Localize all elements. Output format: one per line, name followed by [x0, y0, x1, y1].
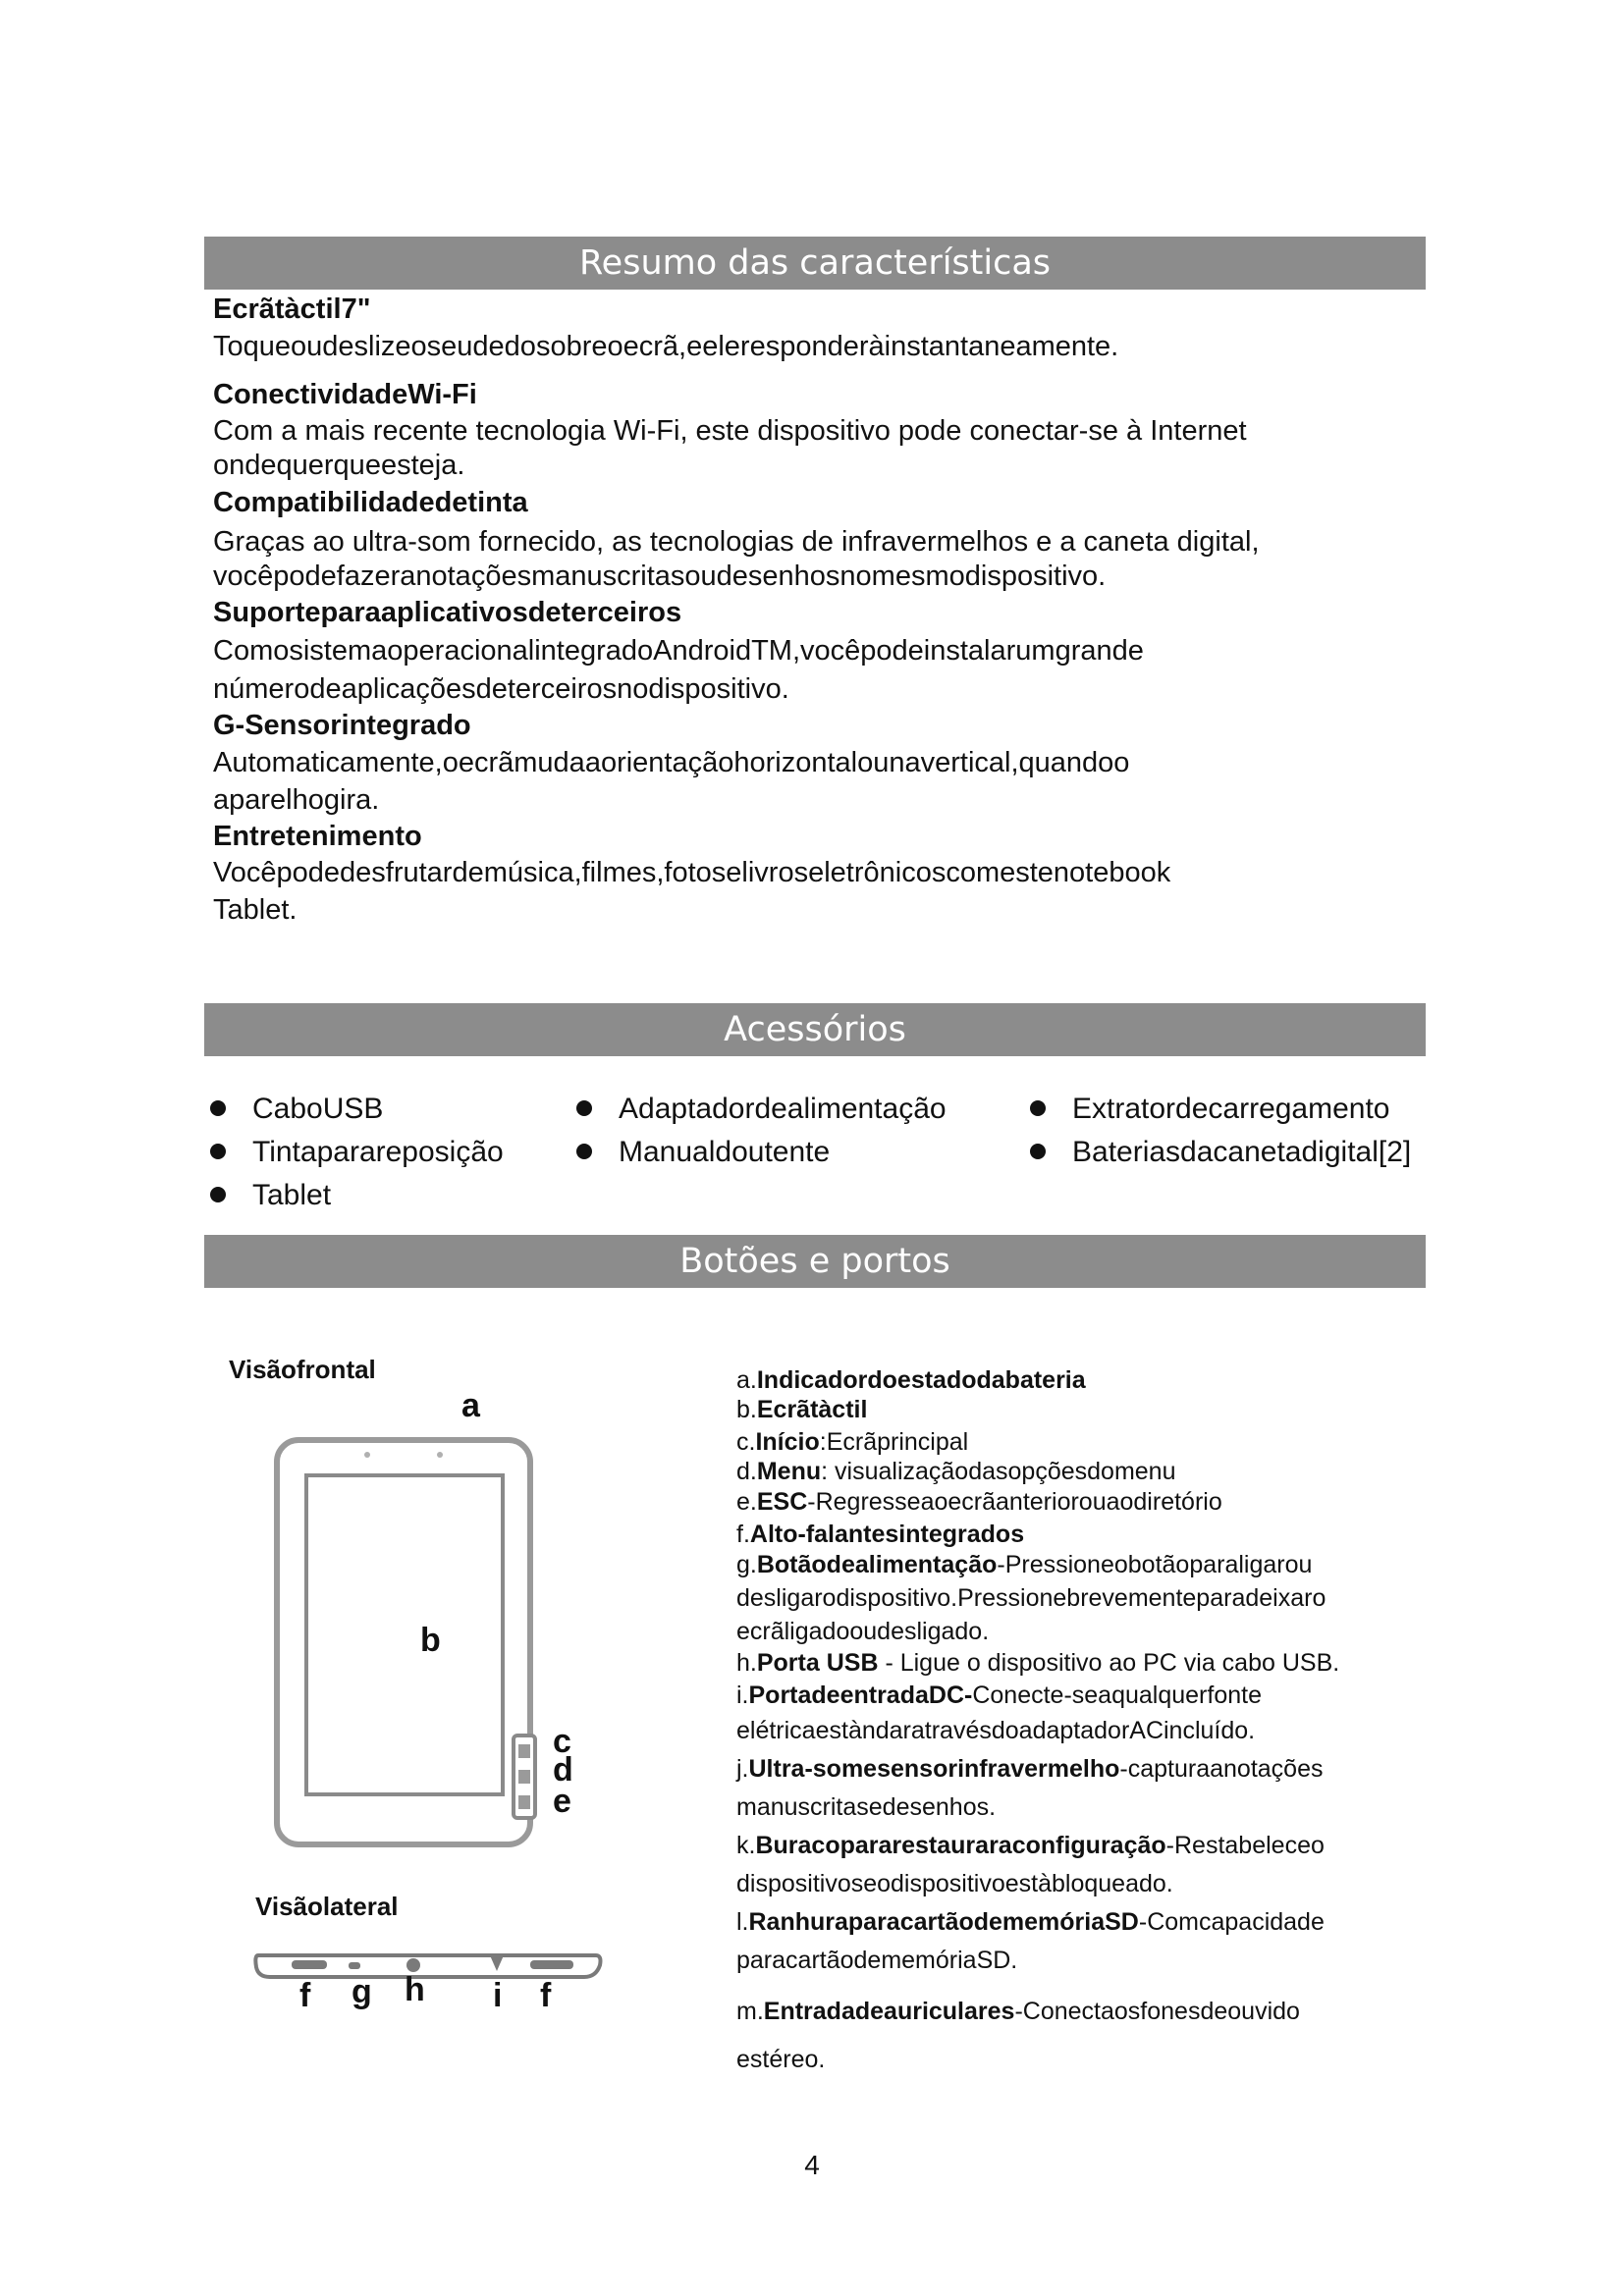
esc-button — [518, 1795, 530, 1809]
description-line: i.PortadeentradaDC-Conecte-seaqualquerfonte — [736, 1682, 1262, 1709]
bullet-icon — [1030, 1100, 1046, 1116]
description-line: j.Ultra-somesensorinfravermelho-capturaanotações — [736, 1755, 1324, 1783]
description-line: h.Porta USB - Ligue o dispositivo ao PC via cabo USB. — [736, 1649, 1340, 1677]
feature-title-touchscreen: Ecrãtàctil7" — [213, 294, 371, 325]
feature-text-gsensor-1: Automaticamente,oecrãmudaaorientaçãohorizontalounavertical,quandoo — [213, 747, 1130, 778]
label-e: e — [553, 1783, 571, 1820]
bullet-icon — [210, 1100, 226, 1116]
description-line: l.RanhuraparacartãodememóriaSD-Comcapacidade — [736, 1908, 1325, 1936]
bullet-icon — [210, 1144, 226, 1159]
feature-text-apps-2: númerodeaplicaçõesdeterceirosnodispositivo. — [213, 673, 789, 705]
feature-title-ink: Compatibilidadedetinta — [213, 487, 528, 518]
feature-title-entertainment: Entretenimento — [213, 821, 422, 852]
front-sensor-dot — [437, 1452, 443, 1458]
accessory-item: CaboUSB — [210, 1092, 383, 1127]
label-c: c — [553, 1723, 571, 1760]
description-line: elétricaestàndaratravésdoadaptadorACincluído. — [736, 1717, 1256, 1744]
speaker-left — [292, 1960, 327, 1969]
feature-text-touchscreen: Toqueoudeslizeoseudedosobreoecrã,eeleresponderàinstantaneamente. — [213, 331, 1119, 362]
feature-title-apps: Suporteparaaplicativosdeterceiros — [213, 597, 682, 628]
page-number: 4 — [804, 2150, 820, 2180]
features-banner: Resumo das características — [204, 237, 1426, 290]
description-line: d.Menu: visualizaçãodasopçõesdomenu — [736, 1458, 1176, 1485]
menu-button — [518, 1770, 530, 1784]
label-d: d — [553, 1751, 573, 1789]
description-line: f.Alto-falantesintegrados — [736, 1521, 1025, 1548]
accessory-item: Bateriasdacanetadigital[2] — [1030, 1135, 1411, 1170]
feature-text-entertainment-2: Tablet. — [213, 894, 298, 926]
feature-title-gsensor: G-Sensorintegrado — [213, 710, 471, 741]
accessory-item: Tablet — [210, 1178, 331, 1213]
label-f-left: f — [299, 1977, 311, 2014]
description-line: a.Indicadordoestadodabateria — [736, 1366, 1086, 1394]
home-button — [518, 1744, 530, 1758]
front-view-label: Visãofrontal — [229, 1355, 376, 1384]
tablet-front-illustration — [265, 1428, 540, 1850]
accessories-banner: Acessórios — [204, 1003, 1426, 1056]
feature-text-wifi-2: ondequerqueesteja. — [213, 450, 465, 481]
label-b: b — [420, 1622, 441, 1659]
description-line: desligarodispositivo.Pressionebrevementeparadeixaro — [736, 1584, 1326, 1612]
description-line: ecrãligadooudesligado. — [736, 1618, 990, 1645]
label-g: g — [352, 1973, 372, 2010]
accessory-item: Tintaparareposição — [210, 1135, 504, 1170]
description-line: k.Buracopararestauraraconfiguração-Restabeleceo — [736, 1832, 1325, 1859]
side-buttons-illustration — [511, 1733, 540, 1821]
feature-text-entertainment-1: Vocêpodedesfrutardemúsica,filmes,fotoselivroseletrônicoscomestenotebook — [213, 857, 1171, 888]
buttons-banner: Botões e portos — [204, 1235, 1426, 1288]
feature-text-wifi-1: Com a mais recente tecnologia Wi-Fi, este dispositivo pode conectar-se à Internet — [213, 415, 1247, 447]
description-line: estéreo. — [736, 2046, 826, 2073]
description-line: m.Entradadeauriculares-Conectaosfonesdeouvido — [736, 1998, 1300, 2025]
description-line: b.Ecrãtàctil — [736, 1396, 868, 1423]
speaker-right — [530, 1960, 573, 1969]
feature-title-wifi: ConectividadeWi-Fi — [213, 379, 477, 410]
description-line: g.Botãodealimentação-Pressioneobotãoparaligarou — [736, 1551, 1313, 1578]
feature-text-apps-1: ComosistemaoperacionalintegradoAndroidTM,vocêpodeinstalarumgrande — [213, 635, 1144, 667]
tablet-body — [277, 1440, 530, 1844]
label-f-right: f — [540, 1977, 552, 2014]
power-button — [349, 1962, 360, 1969]
description-line: e.ESC-Regresseaoecrãanteriorouaodiretório — [736, 1488, 1222, 1516]
label-a: a — [461, 1387, 480, 1424]
description-line: paracartãodememóriaSD. — [736, 1947, 1018, 1974]
usb-port — [406, 1958, 420, 1972]
label-i: i — [493, 1977, 503, 2014]
bullet-icon — [576, 1144, 592, 1159]
description-line: c.Início:Ecrãprincipal — [736, 1428, 969, 1456]
accessory-item: Adaptadordealimentação — [576, 1092, 947, 1127]
description-line: dispositivoseodispositivoestàbloqueado. — [736, 1870, 1173, 1897]
bullet-icon — [1030, 1144, 1046, 1159]
bullet-icon — [210, 1187, 226, 1202]
front-sensor-dot — [364, 1452, 370, 1458]
label-h: h — [405, 1971, 425, 2008]
description-line: manuscritasedesenhos. — [736, 1793, 997, 1821]
feature-text-ink-2: vocêpodefazeranotaçõesmanuscritasoudesenhosnomesmodispositivo. — [213, 561, 1107, 592]
feature-text-ink-1: Graças ao ultra-som fornecido, as tecnologias de infravermelhos e a caneta digital, — [213, 526, 1260, 558]
bullet-icon — [576, 1100, 592, 1116]
feature-text-gsensor-2: aparelhogira. — [213, 784, 380, 816]
accessory-item: Extratordecarregamento — [1030, 1092, 1390, 1127]
side-view-label: Visãolateral — [255, 1892, 399, 1921]
accessory-item: Manualdoutente — [576, 1135, 830, 1170]
